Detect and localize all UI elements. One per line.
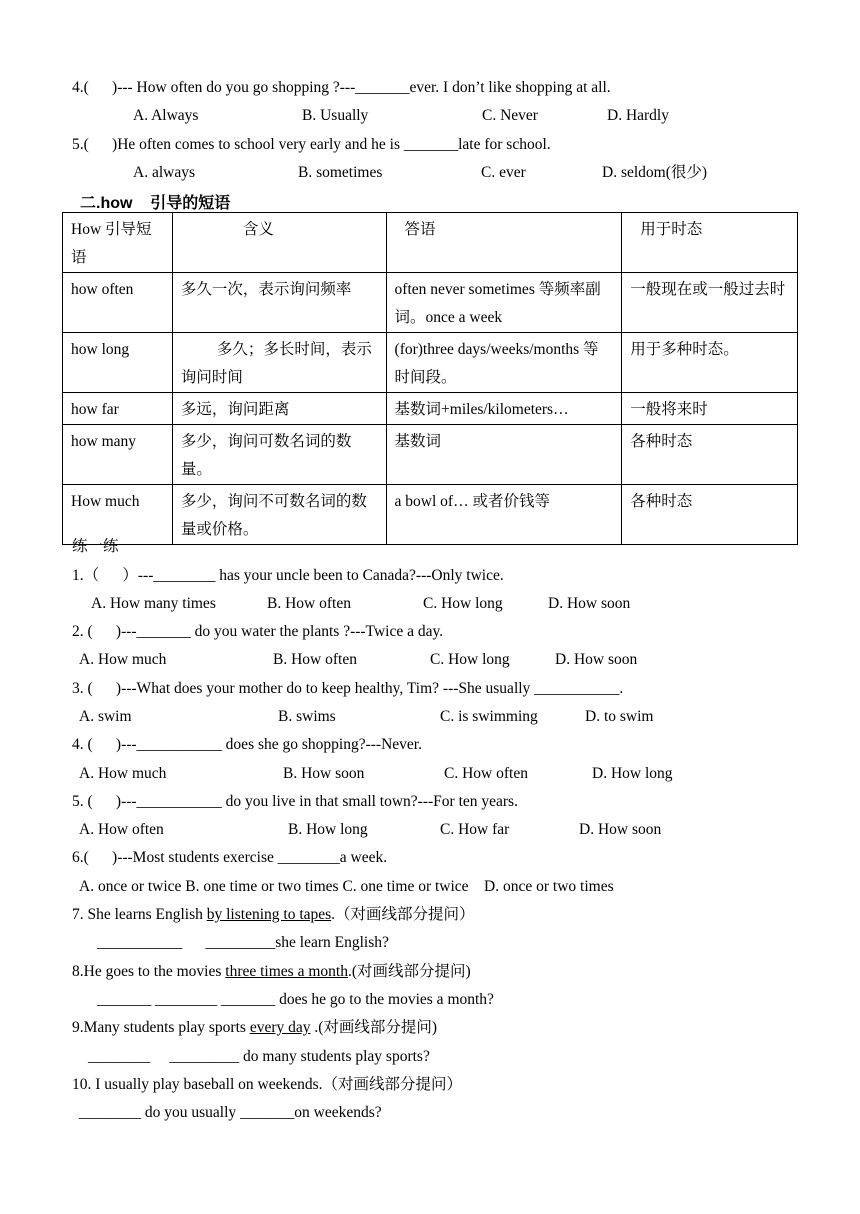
option-d: D. How soon (548, 595, 631, 612)
rewrite-q9-answer: ________ _________ do many students play sports? (88, 1048, 430, 1065)
option-b: B. swims (278, 708, 336, 725)
table-row (63, 393, 798, 425)
rewrite-q7-post: .（对画线部分提问） (331, 906, 475, 923)
table-cell: how often (63, 273, 173, 333)
table-header-cell: 答语 (386, 213, 622, 273)
practice-q2-stem: 2. ( )---_______ do you water the plants ?---Twice a day. (72, 623, 444, 640)
rewrite-q10 (72, 1075, 462, 1095)
table-header-cell: 用于时态 (622, 213, 798, 273)
practice-q1-stem: 1.（ ）---________ has your uncle been to Canada?---Only twice. (72, 567, 504, 584)
table-cell: 一般现在或一般过去时 (622, 273, 798, 333)
practice-title: 练一练 (72, 538, 119, 555)
option-d: D. to swim (585, 708, 654, 725)
rewrite-q7-underlined: by listening to tapes (206, 906, 332, 923)
section-title: 二.how 引导的短语 (80, 195, 231, 212)
table-cell: how far (63, 393, 173, 425)
option-a: A. swim (79, 708, 132, 725)
option-c: C. Never (482, 107, 538, 124)
rewrite-q8-pre: 8.He goes to the movies (72, 963, 226, 980)
table-cell: How much (63, 485, 173, 545)
rewrite-q8 (72, 962, 471, 982)
rewrite-q8-answer: _______ ________ _______ does he go to the movies a month? (97, 991, 494, 1008)
option-a: A. How much (79, 765, 167, 782)
rewrite-q8-underlined: three times a month (225, 963, 348, 980)
table-cell: 一般将来时 (622, 393, 798, 425)
rewrite-q8-post: .(对画线部分提问) (347, 963, 471, 980)
table-row (63, 425, 798, 485)
table-cell: 各种时态 (622, 425, 798, 485)
rewrite-q10-pre: 10. I usually play baseball on weekends.（对画线部分提问） (72, 1076, 463, 1093)
practice-q6-stem: 6.( )---Most students exercise ________a week. (72, 849, 388, 866)
option-b: B. How often (267, 595, 351, 612)
practice-q6-options: A. once or twice B. one time or two times C. one time or twice D. once or two times (79, 878, 614, 895)
option-a: A. always (133, 164, 195, 181)
option-a: A. How often (79, 821, 164, 838)
table-cell: 多久一次，表示询问频率 (172, 273, 386, 333)
practice-q4-stem: 4. ( )---___________ does she go shopping?---Never. (72, 736, 422, 753)
practice-q5-stem: 5. ( )---___________ do you live in that small town?---For ten years. (72, 793, 518, 810)
option-a: A. How many times (91, 595, 216, 612)
option-d: D. How soon (579, 821, 662, 838)
option-d: D. How long (592, 765, 673, 782)
question-4-stem: 4.( )--- How often do you go shopping ?---_______ever. I don’t like shopping at all. (72, 79, 611, 96)
option-c: C. is swimming (440, 708, 538, 725)
table-cell: 多少，询问可数名词的数量。 (172, 425, 386, 485)
option-b: B. Usually (302, 107, 369, 124)
table-header-cell: 含义 (172, 213, 386, 273)
option-c: C. How far (440, 821, 510, 838)
option-b: B. How long (288, 821, 368, 838)
table-cell: how long (63, 333, 173, 393)
option-a: A. Always (133, 107, 199, 124)
table-cell: 基数词 (386, 425, 622, 485)
question-5-stem: 5.( )He often comes to school very early and he is _______late for school. (72, 136, 551, 153)
table-cell: how many (63, 425, 173, 485)
practice-q3-stem: 3. ( )---What does your mother do to keep healthy, Tim? ---She usually ___________. (72, 680, 624, 697)
how-phrases-table (62, 212, 798, 545)
option-d: D. Hardly (607, 107, 669, 124)
rewrite-q9 (72, 1018, 437, 1038)
option-b: B. How soon (283, 765, 365, 782)
option-a: A. How much (79, 651, 167, 668)
table-cell: (for)three days/weeks/months 等时间段。 (386, 333, 622, 393)
table-cell: a bowl of… 或者价钱等 (386, 485, 622, 545)
rewrite-q10-answer: ________ do you usually _______on weekends? (79, 1104, 382, 1121)
table-header-row (63, 213, 798, 273)
option-c: C. How long (423, 595, 503, 612)
table-row (63, 333, 798, 393)
rewrite-q9-underlined: every day (249, 1019, 311, 1036)
rewrite-q7 (72, 905, 475, 925)
option-b: B. How often (273, 651, 357, 668)
option-c: C. How long (430, 651, 510, 668)
option-c: C. How often (444, 765, 528, 782)
table-cell: 各种时态 (622, 485, 798, 545)
rewrite-q9-post: .(对画线部分提问) (310, 1019, 438, 1036)
table-cell: 基数词+miles/kilometers… (386, 393, 622, 425)
table-cell: 多少，询问不可数名词的数量或价格。 (172, 485, 386, 545)
option-d: D. How soon (555, 651, 638, 668)
table-row (63, 273, 798, 333)
table-cell: often never sometimes 等频率副词。once a week (386, 273, 622, 333)
option-b: B. sometimes (298, 164, 383, 181)
table-cell: 用于多种时态。 (622, 333, 798, 393)
rewrite-q7-pre: 7. She learns English (72, 906, 207, 923)
rewrite-q9-pre: 9.Many students play sports (72, 1019, 250, 1036)
table-cell: 多久；多长时间，表示询问时间 (172, 333, 386, 393)
rewrite-q7-answer: ___________ _________she learn English? (97, 934, 389, 951)
table-row (63, 485, 798, 545)
table-header-cell: How 引导短语 (63, 213, 173, 273)
option-c: C. ever (481, 164, 526, 181)
table-cell: 多远，询问距离 (172, 393, 386, 425)
option-d: D. seldom(很少) (602, 164, 708, 181)
